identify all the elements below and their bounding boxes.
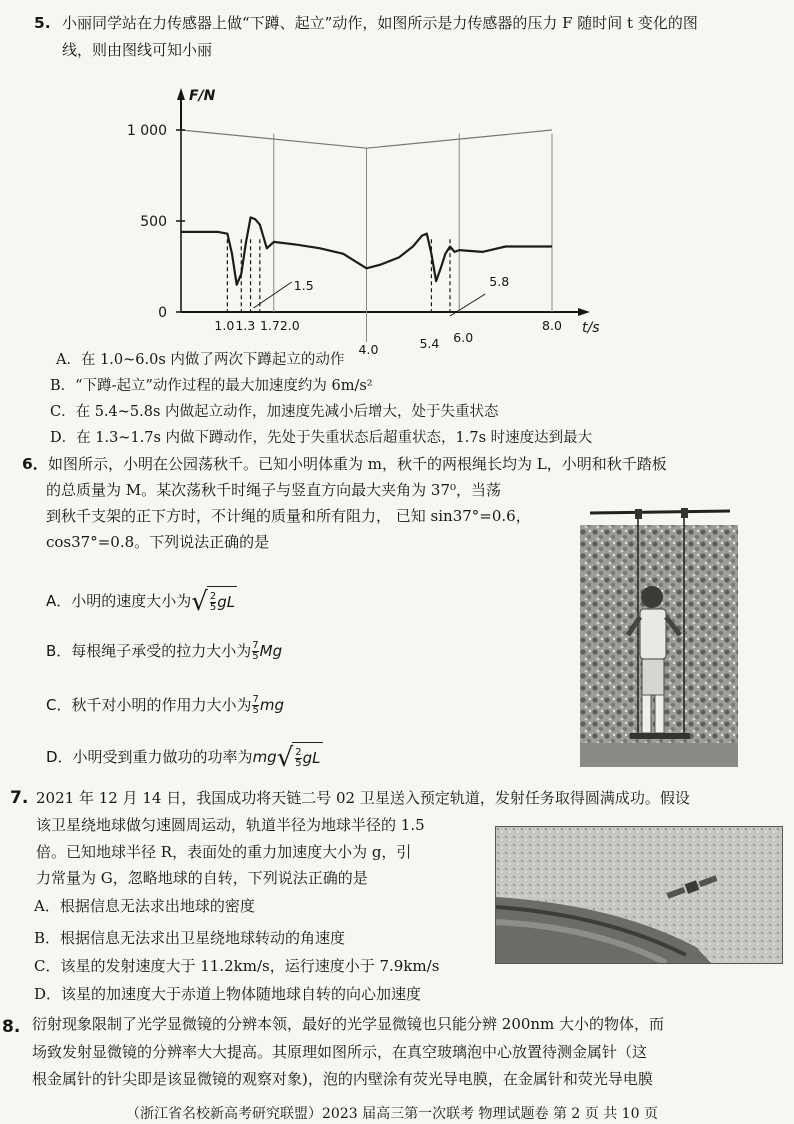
- q6-option-b: B．每根绳子承受的拉力大小为 $\frac{7}{5}$ Mg: [46, 640, 283, 662]
- question-5-stem-line1: 小丽同学站在力传感器上做“下蹲、起立”动作，如图所示是力传感器的压力 F 随时间 t 变化的图: [62, 14, 698, 32]
- leader-1-5: [254, 282, 292, 308]
- satellite-earth-photo: [495, 826, 783, 964]
- q7-option-c: C．该星的发射速度大于 11.2km/s，运行速度小于 7.9km/s: [34, 957, 440, 975]
- question-6-stem-line2: 的总质量为 M。某次荡秋千时绳子与竖直方向最大夹角为 37⁰，当荡: [46, 481, 501, 499]
- question-7-stem-line4: 力常量为 G，忽略地球的自转，下列说法正确的是: [36, 869, 368, 887]
- question-6-stem-line4: cos37°=0.8。下列说法正确的是: [46, 533, 270, 551]
- q7-option-d: D．该星的加速度大于赤道上物体随地球自转的向心加速度: [34, 985, 422, 1003]
- x-tick-label-4: 4.0: [358, 342, 379, 357]
- question-8-stem-line3: 根金属针的针尖即是该显微镜的观察对象)，泡的内壁涂有荧光导电膜，在金属针和荧光导电膜: [32, 1070, 653, 1088]
- q6-option-c: C．秋千对小明的作用力大小为 $\frac{7}{5}$ mg: [46, 694, 284, 716]
- q6-option-d: D．小明受到重力做功的功率为mg √ $\frac{2}{5}$ gL: [46, 742, 321, 773]
- question-8-number: 8.: [2, 1017, 21, 1037]
- question-6-stem-line3: 到秋千支架的正下方时，不计绳的质量和所有阻力， 已知 sin37°=0.6，: [46, 507, 531, 525]
- x-tick-label-6: 6.0: [453, 330, 474, 345]
- question-6-stem-line1: 如图所示，小明在公园荡秋千。已知小明体重为 m，秋千的两根绳长均为 L，小明和秋千踏板: [48, 455, 667, 473]
- q5-option-a: A．在 1.0~6.0s 内做了两次下蹲起立的动作: [56, 352, 345, 368]
- question-5-number: 5.: [34, 14, 51, 32]
- x-tick-label-8: 8.0: [542, 318, 562, 333]
- y-axis-label: F/N: [189, 88, 216, 104]
- x-tick-label-7: 5.8: [489, 274, 510, 289]
- x-tick-label-0: 1.0: [214, 318, 235, 333]
- x-tick-label-5: 5.4: [419, 336, 440, 351]
- force-time-chart: [120, 86, 600, 358]
- question-8-stem-line2: 场致发射显微镜的分辨率大大提高。其原理如图所示，在真空玻璃泡中心放置待测金属针（这: [32, 1043, 648, 1061]
- question-5-stem-line2: 线，则由图线可知小丽: [62, 41, 213, 59]
- x-tick-label-2: 1.5: [293, 278, 314, 293]
- x-axis-arrow: [578, 308, 590, 316]
- y-tick-label-1: 500: [140, 214, 167, 230]
- q5-option-c: C．在 5.4~5.8s 内做起立动作，加速度先减小后增大，处于失重状态: [50, 404, 499, 420]
- y-axis-arrow: [177, 88, 185, 100]
- question-6-number: 6．: [22, 455, 49, 473]
- q7-option-b: B．根据信息无法求出卫星绕地球转动的角速度: [34, 929, 346, 947]
- swing-photo: [580, 505, 738, 767]
- q6-option-a: A．小明的速度大小为 √ $\frac{2}{5}$ gL: [46, 586, 236, 617]
- question-7-stem-line2: 该卫星绕地球做匀速圆周运动，轨道半径为地球半径的 1.5: [36, 816, 425, 834]
- y-tick-label-2: 1 000: [126, 123, 167, 139]
- question-8-stem-line1: 衍射现象限制了光学显微镜的分辨本领，最好的光学显微镜也只能分辨 200nm 大小的物体，而: [32, 1015, 665, 1033]
- q5-option-d: D．在 1.3~1.7s 内做下蹲动作，先处于失重状态后超重状态，1.7s 时速度达到最大: [50, 430, 593, 446]
- question-7-number: 7.: [10, 788, 29, 808]
- chart-top-guide: [181, 130, 552, 148]
- q7-option-a: A．根据信息无法求出地球的密度: [34, 897, 255, 915]
- question-7-stem-line1: 2021 年 12 月 14 日，我国成功将天链二号 02 卫星送入预定轨道，发射任务取得圆满成功。假设: [36, 789, 690, 807]
- q5-option-b: B．“下蹲-起立”动作过程的最大加速度约为 6m/s²: [50, 378, 373, 394]
- page-footer: （浙江省名校新高考研究联盟）2023 届高三第一次联考 物理试题卷 第 2 页 共 10 页: [126, 1106, 658, 1122]
- x-axis-label: t/s: [582, 320, 600, 336]
- y-tick-label-0: 0: [158, 305, 167, 321]
- x-tick-label-3: 1.72.0: [259, 318, 300, 333]
- x-tick-label-1: 1.3: [235, 318, 256, 333]
- question-7-stem-line3: 倍。已知地球半径 R，表面处的重力加速度大小为 g，引: [36, 843, 412, 861]
